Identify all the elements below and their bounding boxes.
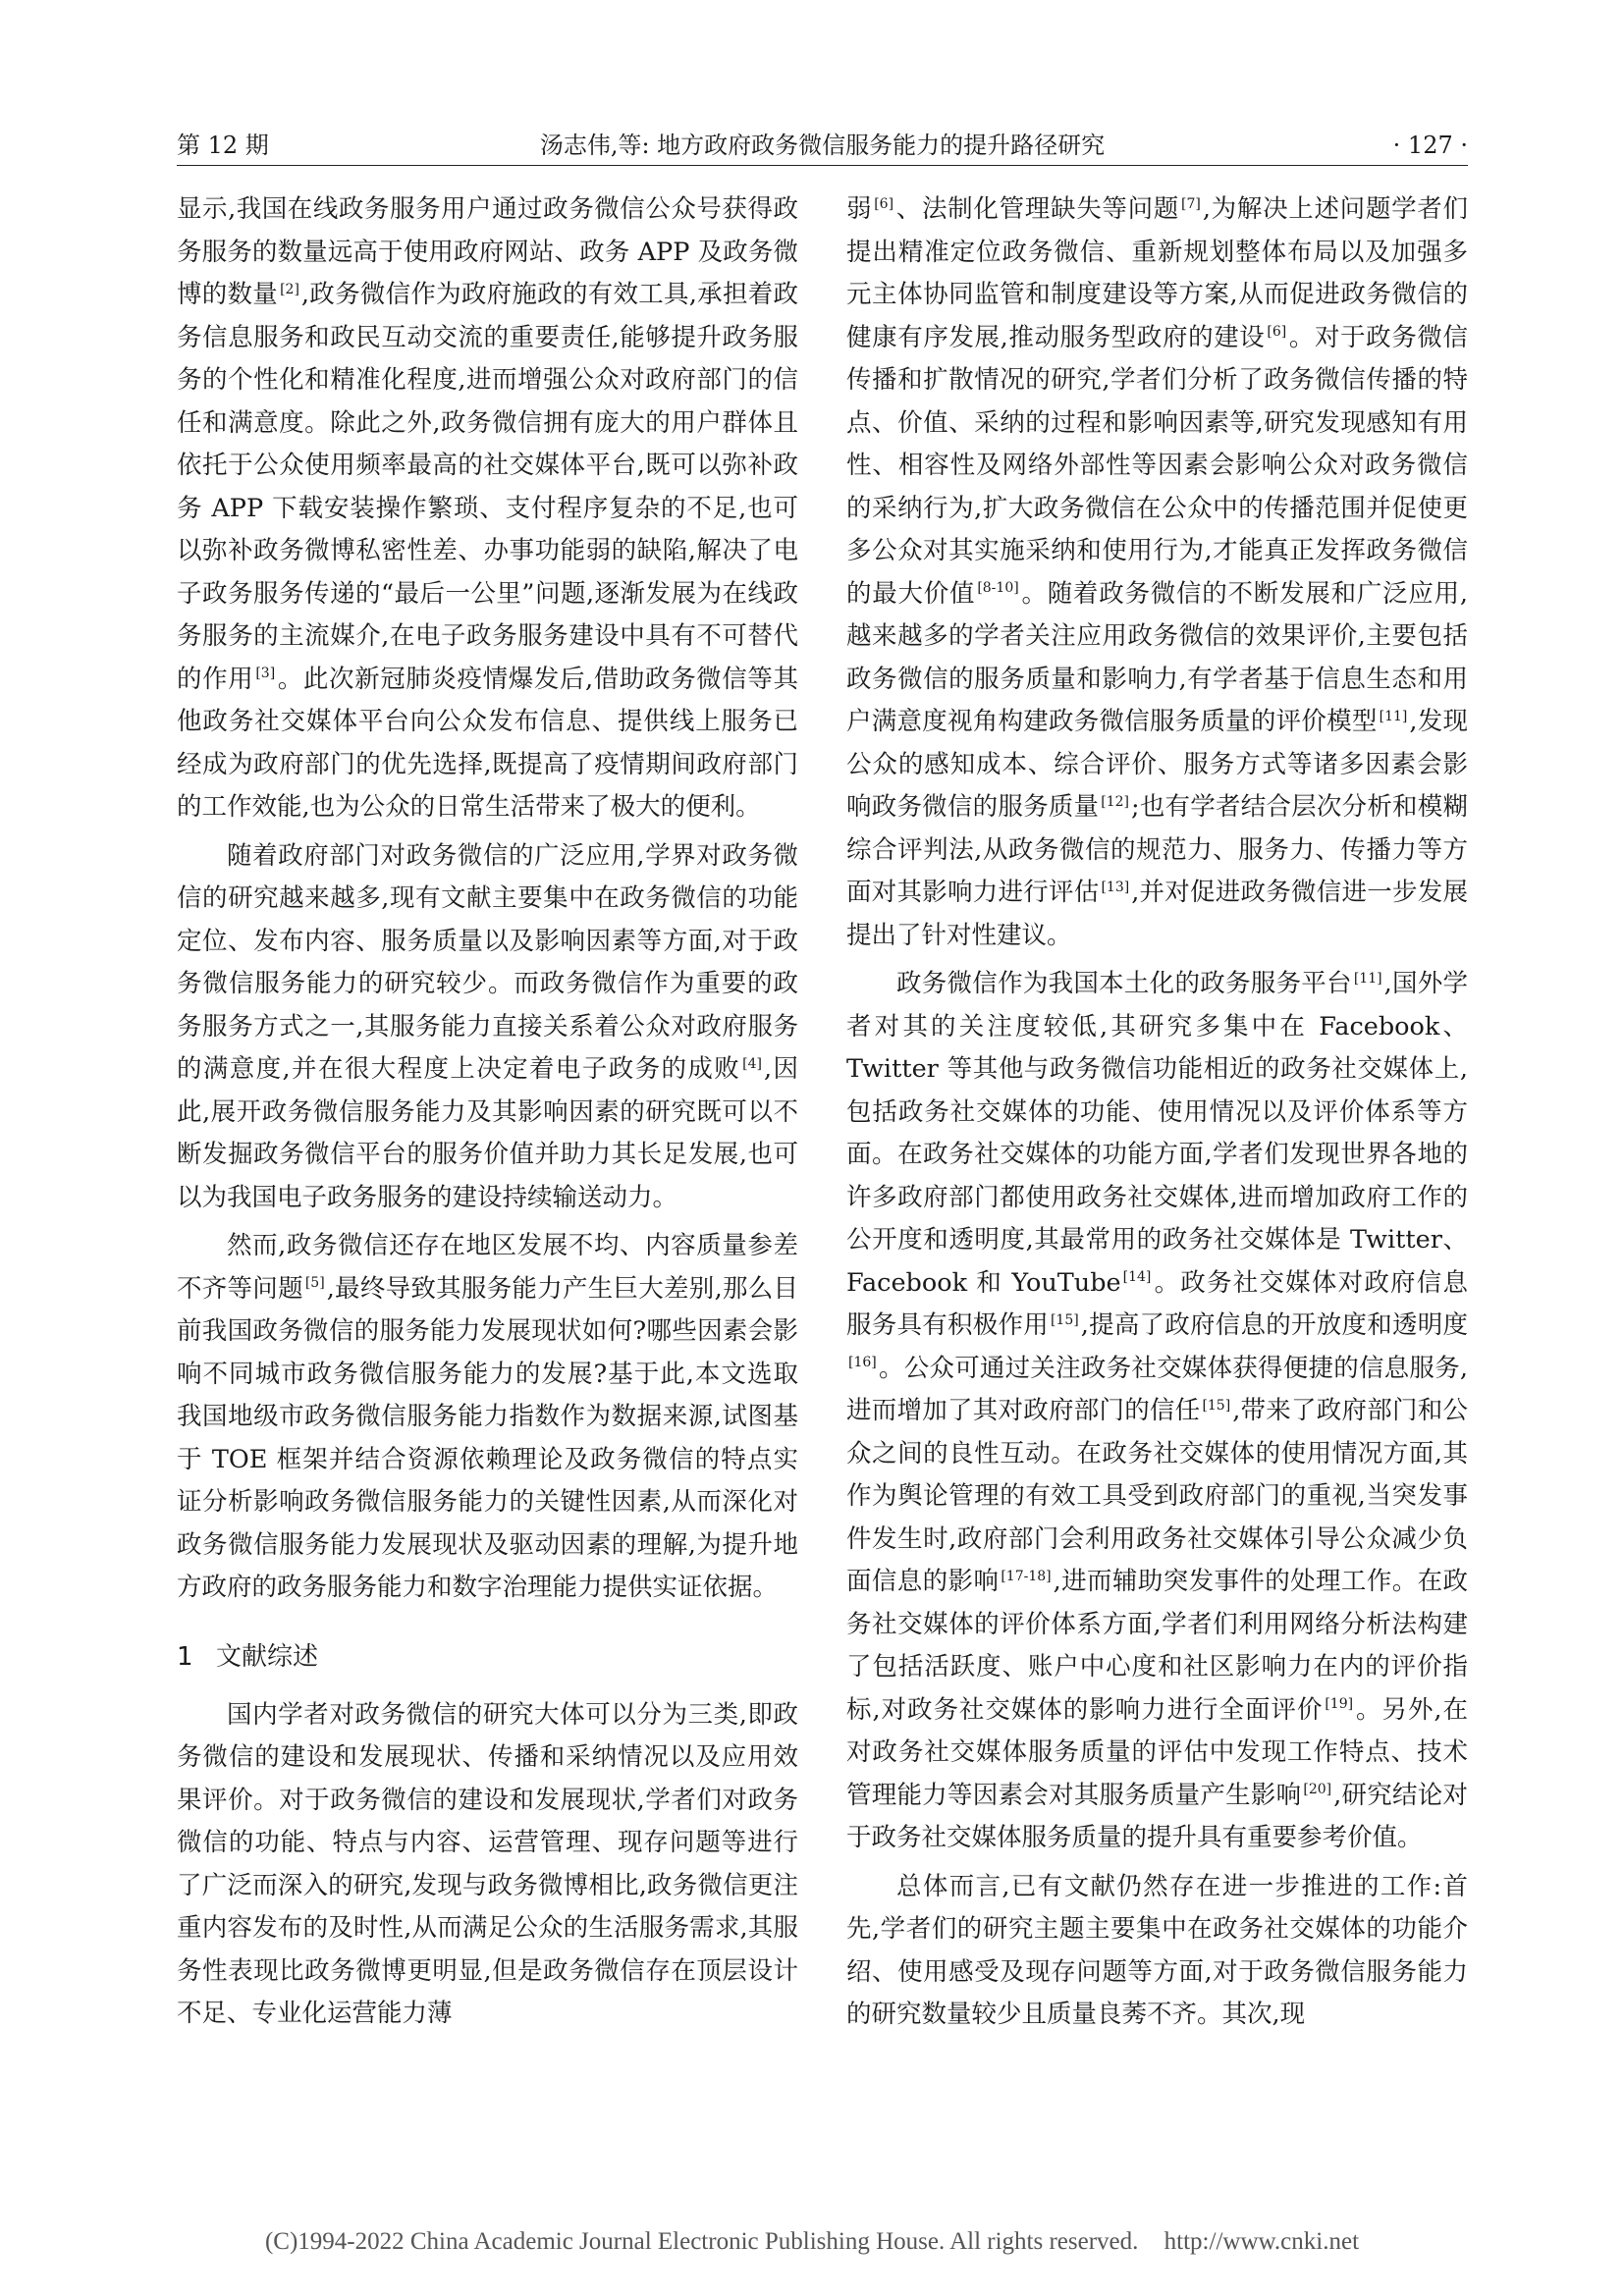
citation: [11] xyxy=(1353,970,1382,987)
right-column xyxy=(846,188,1468,2037)
citation: [19] xyxy=(1325,1696,1354,1712)
citation: [15] xyxy=(1050,1311,1079,1328)
citation: [16] xyxy=(848,1355,877,1370)
paragraph: 显示,我国在线政务服务用户通过政务微信公众号获得政务服务的数量远高于使用政府网站、政务 APP 及政务微博的数量 [2],政务微信作为政府施政的有效工具,承担着政务信息服务和政民互动交流的重要责任,能够提升政务服务的个性化和精准化程度,进而增强公众对政府部门的信任和满意度。除此之外,政务微信拥有庞大的用户群体且依托于公众使用频率最高的社交媒体平台,既可以弥补政务 APP 下载安装操作繁琐、支付程序复杂的不足,也可以弥补政务微博私密性差、办事功能弱的缺陷,解决了电子政务服务传递的“最后一公里”问题,逐渐发展为在线政务服务的主流媒介,在电子政务服务建设中具有不可替代的作用 [3]。此次新冠肺炎疫情爆发后,借助政务微信等其他政务社交媒体平台向公众发布信息、提供线上服务已经成为政府部门的优先选择,既提高了疫情期间政府部门的工作效能,也为公众的日常生活带来了极大的便利。 xyxy=(177,194,798,822)
section-title: 文献综述 xyxy=(216,1641,319,1672)
section-number: 1 xyxy=(177,1641,193,1672)
paragraph: 然而,政务微信还存在地区发展不均、内容质量参差不齐等问题 [5],最终导致其服务能力产生巨大差别,那么目前我国政务微信的服务能力发展现状如何?哪些因素会影响不同城市政务微信服务能力的发展?基于此,本文选取我国地级市政务微信服务能力指数作为数据来源,试图基于 TOE 框架并结合资源依赖理论及政务微信的特点实证分析影响政务微信服务能力的关键性因素,从而深化对政务微信服务能力发展现状及驱动因素的理解,为提升地方政府的政务服务能力和数字治理能力提供实证依据。 xyxy=(177,1231,798,1602)
paragraph: 随着政府部门对政务微信的广泛应用,学界对政务微信的研究越来越多,现有文献主要集中在政务微信的功能定位、发布内容、服务质量以及影响因素等方面,对于政务微信服务能力的研究较少。而政务微信作为重要的政务服务方式之一,其服务能力直接关系着公众对政府服务的满意度,并在很大程度上决定着电子政务的成败 [4],因此,展开政务微信服务能力及其影响因素的研究既可以不断发掘政务微信平台的服务价值并助力其长足发展,也可以为我国电子政务服务的建设持续输送动力。 xyxy=(177,840,798,1212)
copyright-footer xyxy=(0,2228,1624,2256)
citation: [6] xyxy=(1267,324,1287,340)
issue-number: 第 12 期 xyxy=(177,132,269,159)
citation: [4] xyxy=(742,1055,762,1072)
running-title: 汤志伟,等: 地方政府政务微信服务能力的提升路径研究 xyxy=(539,132,1106,159)
citation: [7] xyxy=(1181,195,1201,212)
citation: [2] xyxy=(280,281,299,297)
citation: [8-10] xyxy=(977,580,1019,596)
page-number: · 127 · xyxy=(1392,132,1468,159)
citation: [12] xyxy=(1101,793,1129,810)
paragraph: 总体而言,已有文献仍然存在进一步推进的工作:首先,学者们的研究主题主要集中在政务社交媒体的功能介绍、使用感受及现存问题等方面,对于政务微信服务能力的研究数量较少且质量良莠不齐。其次,现 xyxy=(846,1871,1468,2029)
paragraph: 政务微信作为我国本土化的政务服务平台 [11],国外学者对其的关注度较低,其研究多集中在 Facebook、Twitter 等其他与政务微信功能相近的政务社交媒体上,包括政务社交媒体的功能、使用情况以及评价体系等方面。在政务社交媒体的功能方面,学者们发现世界各地的许多政府部门都使用政务社交媒体,进而增加政府工作的公开度和透明度,其最常用的政务社交媒体是 Twitter、Facebook 和 YouTube [14]。政务社交媒体对政府信息服务具有积极作用 [15],提高了政府信息的开放度和透明度[16]。公众可通过关注政务社交媒体获得便捷的信息服务,进而增加了其对政府部门的信任 [15],带来了政府部门和公众之间的良性互动。在政务社交媒体的使用情况方面,其作为舆论管理的有效工具受到政府部门的重视,当突发事件发生时,政府部门会利用政务社交媒体引导公众减少负面信息的影响 [17-18],进而辅助突发事件的处理工作。在政务社交媒体的评价体系方面,学者们利用网络分析法构建了包括活跃度、账户中心度和社区影响力在内的评价指标,对政务社交媒体的影响力进行全面评价 [19]。另外,在对政务社交媒体服务质量的评估中发现工作特点、技术管理能力等因素会对其服务质量产生影响 [20],研究结论对于政务社交媒体服务质量的提升具有重要参考价值。 xyxy=(846,969,1468,1852)
left-column xyxy=(177,188,798,2036)
citation: [14] xyxy=(1122,1269,1152,1285)
citation: [6] xyxy=(874,195,894,212)
citation: [20] xyxy=(1303,1782,1332,1797)
citation: [5] xyxy=(304,1275,325,1291)
running-header xyxy=(177,126,1468,166)
paragraph: 弱 [6]、法制化管理缺失等问题 [7],为解决上述问题学者们提出精准定位政务微信、重新规划整体布局以及加强多元主体协同监管和制度建设等方案,从而促进政务微信的健康有序发展,推动服务型政府的建设 [6]。对于政务微信传播和扩散情况的研究,学者们分析了政务微信传播的特点、价值、采纳的过程和影响因素等,研究发现感知有用性、相容性及网络外部性等因素会影响公众对政务微信的采纳行为,扩大政务微信在公众中的传播范围并促使更多公众对其实施采纳和使用行为,才能真正发挥政务微信的最大价值 [8-10]。随着政务微信的不断发展和广泛应用,越来越多的学者关注应用政务微信的效果评价,主要包括政务微信的服务质量和影响力,有学者基于信息生态和用户满意度视角构建政务微信服务质量的评价模型 [11],发现公众的感知成本、综合评价、服务方式等诸多因素会影响政务微信的服务质量 [12];也有学者结合层次分析和模糊综合评判法,从政务微信的规范力、服务力、传播力等方面对其影响力进行评估 [13],并对促进政务微信进一步发展提出了针对性建议。 xyxy=(846,194,1468,950)
cnki-link[interactable]: http://www.cnki.net xyxy=(1164,2228,1360,2255)
paragraph: 国内学者对政务微信的研究大体可以分为三类,即政务微信的建设和发展现状、传播和采纳情况以及应用效果评价。对于政务微信的建设和发展现状,学者们对政务微信的功能、特点与内容、运营管理、现存问题等进行了广泛而深入的研究,发现与政务微博相比,政务微信更注重内容发布的及时性,从而满足公众的生活服务需求,其服务性表现比政务微博更明显,但是政务微信存在顶层设计不足、专业化运营能力薄 xyxy=(177,1699,798,2028)
citation: [17-18] xyxy=(1001,1568,1052,1584)
section-heading xyxy=(177,1637,798,1677)
citation: [3] xyxy=(255,666,276,681)
citation: [13] xyxy=(1101,879,1130,895)
citation: [11] xyxy=(1379,708,1408,724)
copyright-notice: (C)1994-2022 China Academic Journal Electronic Publishing House. All rights reserved. xyxy=(264,2228,1139,2255)
citation: [15] xyxy=(1202,1397,1231,1414)
